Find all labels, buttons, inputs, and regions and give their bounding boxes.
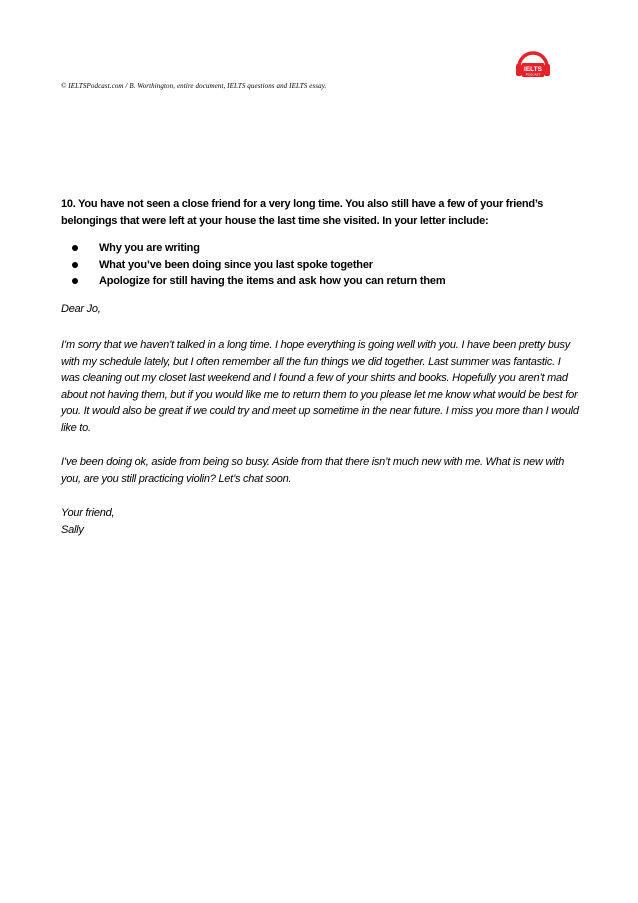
letter-body	[61, 301, 581, 539]
bullet-icon	[72, 245, 78, 251]
list-item	[61, 273, 581, 290]
ielts-podcast-logo	[513, 45, 553, 85]
letter-closing: Your friend,	[61, 507, 115, 519]
task-prompt	[61, 196, 581, 229]
letter-salutation: Dear Jo,	[61, 302, 101, 315]
bullet-text: Apologize for still having the items and ask how you can return them	[99, 275, 446, 287]
bullet-text: Why you are writing	[99, 242, 200, 254]
bullet-text: What you’ve been doing since you last spoke together	[99, 258, 373, 271]
letter-closing-block	[61, 505, 581, 538]
logo-text: IELTS	[524, 66, 542, 73]
letter-paragraph-1: I’m sorry that we haven’t talked in a long time. I hope everything is going well with you. I have been pretty busy with my schedule lately, but I often remember all the fun things we did together. Last summer was fantastic. I was cleaning out my closet last weekend and I found a few of your shirts and books. Hopefully you aren’t mad about not having them, but if you would like me to return them to you please let me know what would be best for you. It would also be great if we could try and meet up sometime in the near future. I miss you more than I would like to.	[61, 339, 579, 434]
bullet-icon	[72, 262, 78, 268]
letter-signature: Sally	[61, 523, 84, 536]
task-prompt-line-2: belongings that were left at your house the last time she visited. In your letter include:	[61, 214, 489, 227]
task-bullet-list	[61, 240, 581, 290]
logo-subtext: PODCAST	[525, 72, 541, 77]
copyright-note: © IELTSPodcast.com / B. Worthington, entire document, IELTS questions and IELTS essay.	[61, 82, 327, 90]
letter-paragraph-2: I’ve been doing ok, aside from being so busy. Aside from that there isn’t much new with me. What is new with you, are you still practicing violin? Let’s chat soon.	[61, 456, 565, 485]
task-prompt-line-1: 10. You have not seen a close friend for a very long time. You also still have a few of your friend’s	[61, 198, 544, 210]
list-item	[61, 257, 581, 274]
document-content	[61, 196, 581, 538]
list-item	[61, 240, 581, 257]
bullet-icon	[72, 278, 78, 284]
